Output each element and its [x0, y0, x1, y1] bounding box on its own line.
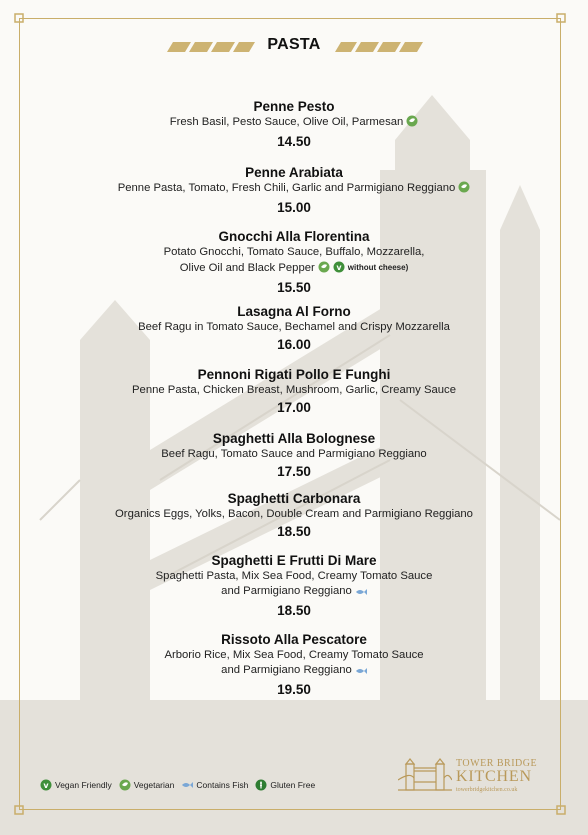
menu-item — [0, 98, 588, 150]
restaurant-logo — [398, 754, 548, 796]
item-description: Arborio Rice, Mix Sea Food, Creamy Tomato Sauce — [164, 649, 424, 661]
item-description: Organics Eggs, Yolks, Bacon, Double Cream and Parmigiano Reggiano — [115, 508, 473, 520]
vegetarian-icon — [458, 181, 470, 198]
menu-item — [0, 164, 588, 216]
item-name: Penne Arabiata — [245, 165, 343, 180]
legend-vegan: v Vegan Friendly — [40, 779, 112, 791]
svg-text:v: v — [43, 781, 49, 790]
legend-vegetarian: Vegetarian — [119, 779, 175, 791]
item-name: Pennoni Rigati Pollo E Funghi — [197, 367, 391, 382]
tower-bridge-logo-icon — [398, 758, 452, 792]
item-price: 17.50 — [277, 464, 311, 479]
item-note: without cheese) — [347, 263, 409, 272]
menu-item — [0, 631, 588, 698]
item-description: Olive Oil and Black Pepper v without cheese) — [0, 260, 588, 278]
corner-ornament-icon — [554, 803, 568, 817]
item-name: Lasagna Al Forno — [237, 304, 351, 319]
dietary-legend — [40, 779, 319, 791]
menu-item — [0, 490, 588, 540]
fish-icon — [355, 665, 367, 680]
menu-item — [0, 430, 588, 480]
menu-item — [0, 303, 588, 353]
item-price: 16.00 — [277, 337, 311, 352]
item-price: 17.00 — [277, 400, 311, 415]
item-description: Fresh Basil, Pesto Sauce, Olive Oil, Parmesan — [0, 115, 588, 132]
item-name: Gnocchi Alla Florentina — [218, 229, 370, 244]
section-header — [0, 36, 588, 58]
vegan-icon — [333, 261, 345, 278]
item-description: Potato Gnocchi, Tomato Sauce, Buffalo, Mozzarella, — [163, 246, 425, 258]
corner-ornament-icon — [12, 11, 26, 25]
item-name: Spaghetti E Frutti Di Mare — [211, 553, 377, 568]
item-description: and Parmigiano Reggiano — [0, 584, 588, 601]
item-price: 18.50 — [277, 524, 311, 539]
page-title: PASTA — [267, 36, 321, 53]
item-name: Spaghetti Carbonara — [227, 491, 361, 506]
menu-item — [0, 228, 588, 296]
item-description: Penne Pasta, Tomato, Fresh Chili, Garlic and Parmigiano Reggiano — [0, 181, 588, 198]
item-price: 14.50 — [277, 134, 311, 149]
logo-line-1: TOWER BRIDGE — [456, 758, 538, 769]
item-name: Rissoto Alla Pescatore — [221, 632, 367, 647]
item-name: Penne Pesto — [253, 99, 335, 114]
vegan-icon — [40, 779, 52, 791]
vegetarian-icon — [119, 779, 131, 791]
vegetarian-icon — [406, 115, 418, 132]
svg-text:v: v — [336, 263, 342, 272]
corner-ornament-icon — [12, 803, 26, 817]
item-price: 18.50 — [277, 603, 311, 618]
header-stripe-right-icon — [335, 42, 423, 52]
menu-item — [0, 552, 588, 619]
fish-icon — [355, 586, 367, 601]
corner-ornament-icon — [554, 11, 568, 25]
item-description: Spaghetti Pasta, Mix Sea Food, Creamy Tomato Sauce — [155, 570, 433, 582]
menu-item — [0, 366, 588, 416]
item-price: 15.00 — [277, 200, 311, 215]
item-name: Spaghetti Alla Bolognese — [212, 431, 376, 446]
item-description: and Parmigiano Reggiano — [0, 663, 588, 680]
logo-website: towerbridgekitchen.co.uk — [456, 787, 518, 793]
item-price: 19.50 — [277, 682, 311, 697]
legend-fish: Contains Fish — [181, 780, 248, 790]
vegetarian-icon — [318, 261, 330, 278]
item-description: Penne Pasta, Chicken Breast, Mushroom, Garlic, Creamy Sauce — [132, 384, 456, 396]
legend-gluten-free: Gluten Free — [255, 779, 315, 791]
logo-line-2: KITCHEN — [456, 768, 532, 785]
item-price: 15.50 — [277, 280, 311, 295]
item-description: Beef Ragu in Tomato Sauce, Bechamel and Crispy Mozzarella — [138, 321, 450, 333]
item-description: Beef Ragu, Tomato Sauce and Parmigiano Reggiano — [161, 448, 427, 460]
fish-icon — [181, 781, 193, 789]
gluten-free-icon — [255, 779, 267, 791]
